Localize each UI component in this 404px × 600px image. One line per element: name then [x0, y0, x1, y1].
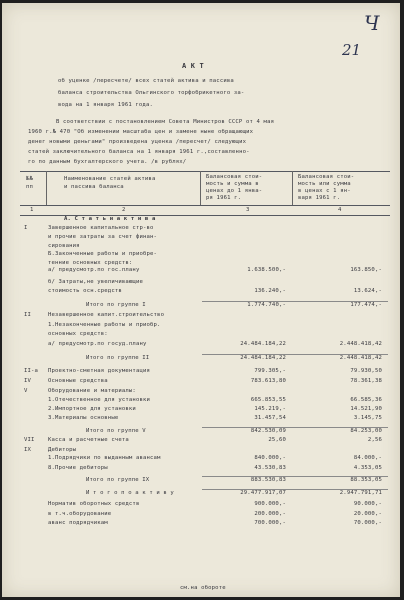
intro-line: го по данным бухгалтерского учета. /в рублях/ — [28, 159, 187, 165]
header-before: Балансовая стои- — [206, 174, 263, 180]
row-label: 1.Незаконченные работы и приобр. — [48, 322, 161, 328]
col-number: 4 — [338, 207, 342, 213]
value-after: 3.145,75 — [353, 415, 382, 421]
header-num: №№ — [26, 176, 34, 182]
row-number: II-а — [24, 368, 39, 374]
row-label: Дебиторы — [48, 447, 77, 453]
value-before: 145.219,- — [254, 406, 286, 412]
value-after: 90.000,- — [353, 501, 382, 507]
subtotal-rule — [202, 489, 388, 490]
value-before: 24.484.184,22 — [240, 355, 286, 361]
value-after: 4.353,05 — [353, 465, 382, 471]
header-after: мость или сумма — [298, 181, 351, 187]
value-before: 1.774.740,- — [247, 302, 286, 308]
row-label: и прочие затраты за счет финан- — [48, 234, 158, 240]
subtotal-rule — [202, 476, 388, 477]
row-total-label: Итого по группе V — [86, 428, 146, 434]
header-after: в ценах с 1 ян- — [298, 188, 351, 194]
row-total-label: Итого по группе I — [86, 302, 146, 308]
row-label: а/ предусмотр.по гос.плану — [48, 267, 140, 273]
document-title: А К Т — [182, 62, 204, 70]
title-line: об уценке /пересчете/ всех статей актива и пассива — [58, 78, 234, 84]
header-name: Наименование статей актива — [64, 176, 156, 182]
intro-line: статей заключительного баланса на 1 января 1961 г.,составленно- — [28, 149, 250, 155]
row-number: II — [24, 312, 32, 318]
row-label: 2.Импортное для установки — [48, 406, 136, 412]
row-label: Оборудование и материалы: — [48, 388, 136, 394]
row-label: Б.Законченные работы и приобре- — [48, 251, 158, 257]
value-before: 200.000,- — [254, 511, 286, 517]
document-page — [2, 3, 400, 597]
subtotal-rule — [202, 354, 388, 355]
value-before: 31.457,54 — [254, 415, 286, 421]
intro-line: В соответствии с постановлением Совета Министров СССР от 4 мая — [56, 119, 275, 125]
row-label: б/ Затраты,не увеличивающие — [48, 279, 143, 285]
row-number: IV — [24, 378, 32, 384]
intro-line: 1960 г.№ 470 "Об изменении масштаба цен и замене ныне обращающих — [28, 129, 254, 135]
value-before: 799.305,- — [254, 368, 286, 374]
value-after: 84.000,- — [353, 455, 382, 461]
value-after: 20.000,- — [353, 511, 382, 517]
value-before: 842.530,09 — [250, 428, 286, 434]
row-number: V — [24, 388, 28, 394]
subtotal-rule — [202, 427, 388, 428]
value-before: 25,60 — [268, 437, 286, 443]
intro-line: денег новыми деньгами" произведена уценка /пересчет/ следующих — [28, 139, 247, 145]
value-after: 88.353,05 — [350, 477, 382, 483]
value-after: 163.850,- — [350, 267, 382, 273]
value-before: 783.613,80 — [250, 378, 286, 384]
row-label: аванс подрядчикам — [48, 520, 108, 526]
footer-note: см.на обороте — [180, 585, 226, 591]
row-label: Проектно-сметная документация — [48, 368, 151, 374]
row-label: а/ предусмотр.по госуд.плану — [48, 341, 147, 347]
value-before: 700.000,- — [254, 520, 286, 526]
handwritten-page-number: 21 — [342, 41, 362, 59]
row-total-label: Итого по группе IX — [86, 477, 150, 483]
handwritten-mark: Ч — [364, 11, 380, 35]
value-before: 900.000,- — [254, 501, 286, 507]
row-number: VII — [24, 437, 35, 443]
table-col-divider — [292, 171, 293, 205]
row-label: 3.Материалы основные — [48, 415, 119, 421]
col-number: 1 — [30, 207, 34, 213]
row-label: стоимость осн.средств — [48, 288, 122, 294]
row-label: тенние основных средств: — [48, 260, 133, 266]
value-after: 66.585,36 — [350, 397, 382, 403]
row-label: Незавершенное капит.строительство — [48, 312, 165, 318]
row-label: 1.Отечественное для установки — [48, 397, 151, 403]
value-after: 14.521,90 — [350, 406, 382, 412]
value-after: 2.947.791,71 — [339, 490, 382, 496]
value-after: 2,56 — [367, 437, 382, 443]
section-heading: А. С т а т ь и а к т и в а — [64, 216, 156, 222]
row-label: основных средств: — [48, 331, 108, 337]
value-after: 79.930,50 — [350, 368, 382, 374]
col-number: 3 — [246, 207, 250, 213]
value-before: 883.530,83 — [250, 477, 286, 483]
value-before: 840.000,- — [254, 455, 286, 461]
title-line: вода на 1 января 1961 года. — [58, 102, 153, 108]
value-before: 136.240,- — [254, 288, 286, 294]
value-after: 13.624,- — [353, 288, 382, 294]
value-after: 2.448.418,42 — [339, 355, 382, 361]
subtotal-rule — [202, 301, 388, 302]
table-col-divider — [46, 171, 47, 205]
row-total-label: И т о г о п о а к т и в у — [86, 490, 174, 496]
value-before: 24.484.184,22 — [240, 341, 286, 347]
header-before: мость и сумма в — [206, 181, 259, 187]
table-header-rule — [20, 205, 390, 206]
row-total-label: Итого по группе II — [86, 355, 150, 361]
header-num: пп — [26, 184, 34, 190]
value-before: 29.477.917,07 — [240, 490, 286, 496]
row-label: Основные средства — [48, 378, 108, 384]
row-label: Касса и расчетные счета — [48, 437, 129, 443]
row-label: в т.ч.оборудование — [48, 511, 112, 517]
table-col-divider — [200, 171, 201, 205]
value-after: 78.361,38 — [350, 378, 382, 384]
value-before: 43.530,83 — [254, 465, 286, 471]
table-top-rule — [20, 171, 390, 172]
row-label: 8.Прочие дебиторы — [48, 465, 108, 471]
row-label: Норматив оборотных средств — [48, 501, 140, 507]
value-before: 665.853,55 — [250, 397, 286, 403]
header-after: варя 1961 г. — [298, 195, 341, 201]
value-after: 2.448.418,42 — [339, 341, 382, 347]
header-after: Балансовая стои- — [298, 174, 355, 180]
row-number: IX — [24, 447, 32, 453]
row-label: 1.Подрядчики по выданным авансам — [48, 455, 161, 461]
value-after: 84.253,00 — [350, 428, 382, 434]
value-before: 1.638.500,- — [247, 267, 286, 273]
header-before: ценах до 1 янва- — [206, 188, 263, 194]
value-after: 177.474,- — [350, 302, 382, 308]
row-label: Завершенное капитальное стр-во — [48, 225, 154, 231]
value-after: 70.000,- — [353, 520, 382, 526]
title-line: баланса строительства Ольгинского торфобрикетного за- — [58, 90, 245, 96]
row-label: сирования — [48, 243, 80, 249]
row-number: I — [24, 225, 28, 231]
header-name: и пассива баланса — [64, 184, 124, 190]
col-number: 2 — [122, 207, 126, 213]
header-before: ря 1961 г. — [206, 195, 242, 201]
